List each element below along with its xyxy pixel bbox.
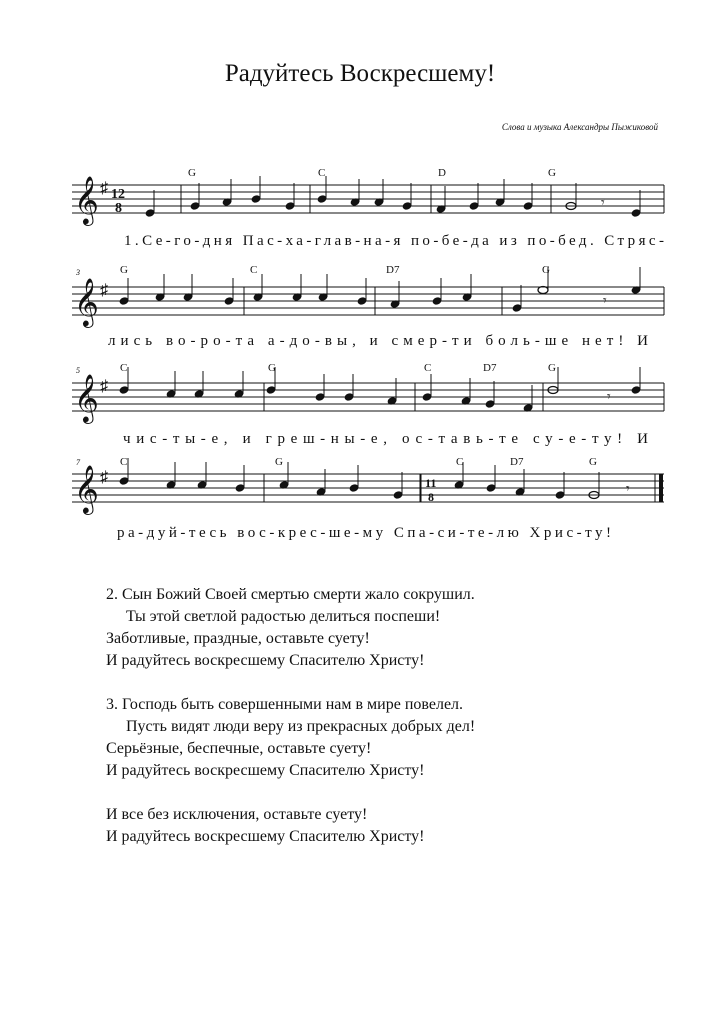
rest-icon: 𝄾	[626, 482, 630, 497]
staff-lines	[72, 185, 664, 213]
lyrics-line: чис-ты-е, и греш-ны-е, ос-тавь-те су-е-ту! И	[123, 431, 649, 447]
chord-label: G	[589, 456, 597, 468]
svg-text:8: 8	[428, 490, 434, 504]
chord-label: G	[120, 264, 128, 276]
treble-clef-icon: 𝄞	[74, 280, 99, 326]
chord-label: G	[542, 264, 550, 276]
svg-text:8: 8	[115, 201, 122, 216]
treble-clef-icon: 𝄞	[74, 467, 99, 513]
measure-number: 7	[76, 458, 80, 467]
chord-label: C	[120, 456, 128, 468]
chord-label: G	[548, 167, 556, 179]
music-system-1	[72, 167, 664, 249]
chord-label: G	[268, 362, 276, 374]
time-signature: 12	[111, 187, 125, 202]
lyrics-line: лись во-ро-та а-до-вы, и смер-ти боль-ше нет! И	[108, 333, 648, 349]
chord-label: C	[250, 264, 258, 276]
chord-label: D7	[483, 362, 497, 374]
verse-line: 2. Сын Божий Своей смертью смерти жало сокрушил.	[106, 586, 475, 603]
chord-label: C	[318, 167, 326, 179]
stanza-3	[106, 694, 475, 782]
stanza-final	[106, 804, 475, 848]
chord-label: C	[456, 456, 464, 468]
lyrics-line: 1.Се-го-дня Пас-ха-глав-на-я по-бе-да из по-бед. Стряс-	[124, 233, 665, 249]
lyrics-line: ра-дуй-тесь вос-крес-ше-му Спа-си-те-лю Хрис-ту!	[117, 525, 611, 541]
stanza-2	[106, 584, 475, 672]
sharp-key-signature-icon: ♯	[100, 282, 108, 299]
verse-line: И радуйтесь воскресшему Спасителю Христу!	[106, 652, 425, 669]
measure-number: 5	[76, 366, 80, 375]
rest-icon: 𝄾	[607, 390, 611, 405]
author-credit: Слова и музыка Александры Пыжиковой	[501, 122, 658, 132]
music-system-3	[72, 362, 664, 447]
verse-line: Заботливые, праздные, оставьте суету!	[106, 630, 370, 647]
verses	[106, 584, 475, 870]
music-system-2	[72, 264, 664, 349]
music-system-4	[72, 456, 664, 541]
verse-line: Пусть видят люди веру из прекрасных добрых дел!	[126, 718, 476, 735]
chord-label: D	[438, 167, 446, 179]
sharp-key-signature-icon: ♯	[100, 469, 108, 486]
verse-line: И радуйтесь воскресшему Спасителю Христу!	[106, 828, 425, 845]
final-barline	[659, 474, 663, 502]
chord-label: D7	[510, 456, 524, 468]
treble-clef-icon: 𝄞	[74, 376, 99, 422]
chord-label: G	[548, 362, 556, 374]
notes	[145, 176, 641, 217]
chord-label: C	[120, 362, 128, 374]
sharp-key-signature-icon: ♯	[100, 180, 108, 197]
chord-label: G	[275, 456, 283, 468]
rest-icon: 𝄾	[601, 196, 605, 211]
verse-line: И радуйтесь воскресшему Спасителю Христу!	[106, 762, 425, 779]
verse-line: 3. Господь быть совершенными нам в мире повелел.	[106, 696, 464, 713]
time-signature-change: 11	[425, 476, 437, 490]
song-title: Радуйтесь Воскресшему!	[224, 60, 496, 87]
verse-line: И все без исключения, оставьте суету!	[106, 806, 368, 823]
chord-label: G	[188, 167, 196, 179]
rest-icon: 𝄾	[603, 294, 607, 309]
verse-line: Ты этой светлой радостью делиться поспеши!	[126, 608, 441, 625]
treble-clef-icon: 𝄞	[74, 178, 99, 224]
verse-line: Серьёзные, беспечные, оставьте суету!	[106, 740, 372, 757]
chord-label: D7	[386, 264, 400, 276]
sharp-key-signature-icon: ♯	[100, 378, 108, 395]
chord-label: C	[424, 362, 432, 374]
measure-number: 3	[76, 268, 80, 277]
